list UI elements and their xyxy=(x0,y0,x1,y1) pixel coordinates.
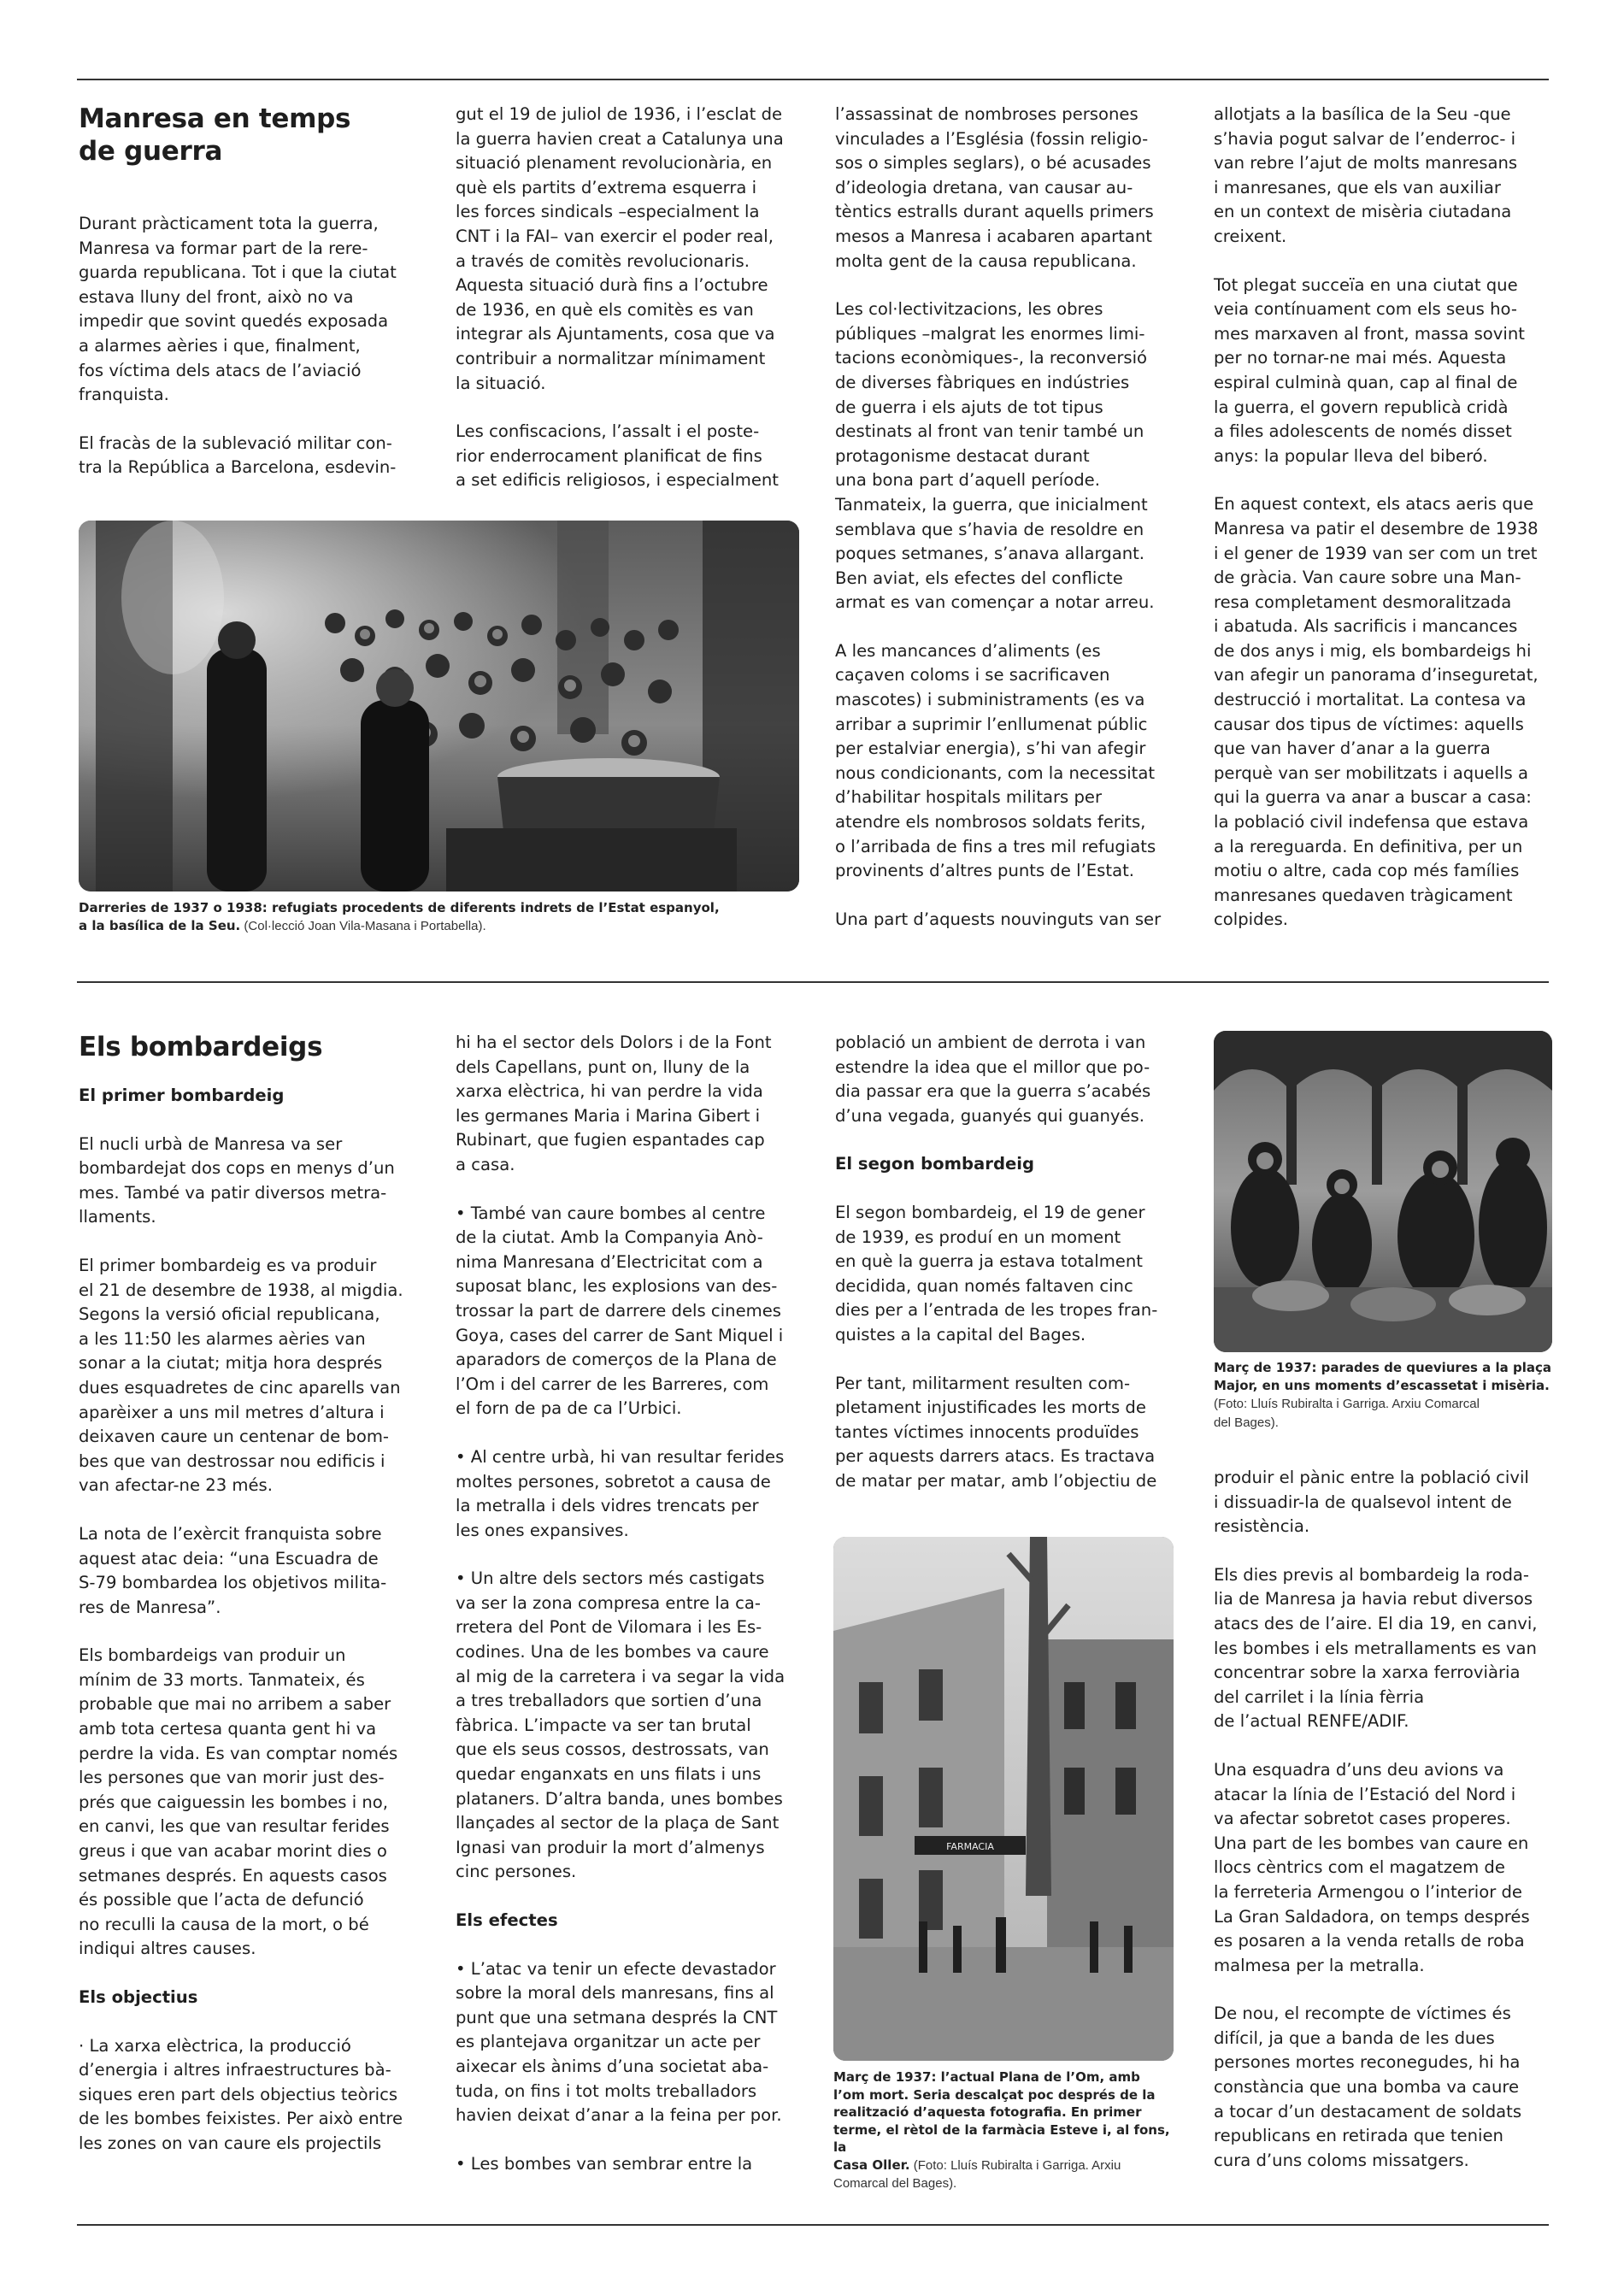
caption-credit: (Foto: Lluís Rubiralta i Garriga. Arxiu Comarcal del Bages). xyxy=(833,2157,1121,2191)
caption-bold: Darreries de 1937 o 1938: refugiats procedents de diferents indrets de l’Estat espanyol, a la basílica de la Seu. xyxy=(79,900,720,933)
section1-col1 xyxy=(79,103,421,480)
bottom-rule xyxy=(77,2224,1549,2226)
caption-bold: Març de 1937: l’actual Plana de l’Om, amb l’om mort. Seria descalçat poc després de la realització d’aquesta fotografia. En primer terme, el rètol de la farmàcia Esteve i, al fons, la Casa Oller. xyxy=(833,2069,1170,2173)
market-stalls-photo xyxy=(1214,1031,1552,1352)
paragraph: Les col·lectivitzacions, les obres públiques –malgrat les enormes limi- tacions econòmiques-, la reconversió de diverses fàbriques en indústries de guerra i els ajuts de tot tipus destinats al front van tenir també un protagonisme destacat durant una bona part d’aquell període. Tanmateix, la guerra, que inicialment semblava que s’havia de resoldre en poques setmanes, s’anava allargant. Ben aviat, els efectes del conflicte armat es van començar a notar arreu. xyxy=(835,299,1155,613)
subhead-first-bombing: El primer bombardeig xyxy=(79,1086,285,1105)
subhead-objectives: Els objectius xyxy=(79,1987,198,2007)
paragraph: hi ha el sector dels Dolors i de la Font dels Capellans, punt on, lluny de la xarxa elèctrica, hi van perdre la vida les germanes Maria i Marina Gibert i Rubinart, que fugien espantades cap a casa. xyxy=(456,1033,772,1174)
paragraph: Els bombardeigs van produir un mínim de 33 morts. Tanmateix, és probable que mai no arribem a saber amb tota certesa quanta gent hi va perdre la vida. Es van comptar només les persones que van morir just des- prés que caiguessin les bombes i no, en canvi, les que van resultar ferides greus i que van acabar morint dies o setmanes després. En aquests casos és possible que l’acta de defunció no reculli la causa de la mort, o bé indiqui altres causes. xyxy=(79,1645,398,1959)
paragraph: • Les bombes van sembrar entre la xyxy=(456,2153,753,2174)
caption-credit: (Col·lecció Joan Vila-Masana i Portabella). xyxy=(240,918,486,933)
caption-credit: (Foto: Lluís Rubiralta i Garriga. Arxiu Comarcal del Bages). xyxy=(1214,1397,1480,1430)
paragraph: Una part d’aquests nouvinguts van ser xyxy=(835,909,1162,929)
plana-de-lom-caption xyxy=(833,2068,1175,2193)
paragraph: • Al centre urbà, hi van resultar ferides moltes persones, sobretot a causa de la metralla i dels vidres trencats per les ones expansives. xyxy=(456,1446,785,1540)
paragraph: gut el 19 de juliol de 1936, i l’esclat de la guerra havien creat a Catalunya una situació plenament revolucionària, en què els partits d’extrema esquerra i les forces sindicals –especialment la CNT i la FAI– van exercir el poder real, a través de comitès revolucionaris. Aquesta situació durà fins a l’octubre de 1936, en què els comitès es van integrar als Ajuntaments, cosa que va contribuir a normalitzar mínimament la situació. xyxy=(456,104,784,393)
pharmacy-sign-text: FARMACIA xyxy=(946,1841,994,1852)
paragraph: La nota de l’exèrcit franquista sobre aquest atac deia: “una Escuadra de S-79 bombardea los objetivos milita- res de Manresa”. xyxy=(79,1523,387,1617)
section2-col3 xyxy=(835,1031,1186,1494)
market-stalls-caption xyxy=(1214,1359,1556,1432)
paragraph: El fracàs de la sublevació militar con- tra la República a Barcelona, esdevin- xyxy=(79,432,397,478)
section1-title: Manresa en temps de guerra xyxy=(79,103,351,167)
subhead-second-bombing: El segon bombardeig xyxy=(835,1154,1035,1174)
caption-bold: Març de 1937: parades de queviures a la plaça Major, en uns moments d’escassetat i misèria. xyxy=(1214,1360,1551,1393)
section2-col2 xyxy=(456,1031,806,2176)
paragraph: Els dies previs al bombardeig la roda- lia de Manresa ja havia rebut diversos atacs des de l’aire. El dia 19, en canvi, les bombes i els metrallaments es van concentrar sobre la xarxa ferroviària del carrilet i la línia fèrria de l’actual RENFE/ADIF. xyxy=(1214,1564,1538,1732)
paragraph: A les mancances d’aliments (es caçaven coloms i se sacrificaven mascotes) i subministraments (es va arribar a suprimir l’enllumenat públic per estalviar energia), s’hi van afegir nous condicionants, com la necessitat d’habilitar hospitals militars per atendre els nombrosos soldats ferits, o l’arribada de fins a tres mil refugiats provinents d’altres punts de l’Estat. xyxy=(835,640,1156,881)
paragraph: En aquest context, els atacs aeris que Manresa va patir el desembre de 1938 i el gener de 1939 van ser com un tret de gràcia. Van caure sobre una Man- resa completament desmoralitzada i abatuda. Als sacrificis i mancances de dos anys i mig, els bombardeigs hi van afegir un panorama d’inseguretat, destrucció i mortalitat. La contesa va causar dos tipus de víctimes: aquells que van haver d’anar a la guerra perquè van ser mobilitzats i aquells a qui la guerra va anar a buscar a casa: la població civil indefensa que estava a la rereguarda. En definitiva, per un motiu o altre, cada cop més famílies manresanes quedaven tràgicament colpides. xyxy=(1214,494,1539,930)
paragraph: El primer bombardeig es va produir el 21 de desembre de 1938, al migdia. Segons la versió oficial republicana, a les 11:50 les alarmes aèries van sonar a la ciutat; mitja hora després dues esquadretes de cinc aparells van aparèixer a uns mil metres d’altura i deixaven caure un centenar de bom- bes que van destrossar nou edificis i van afectar-ne 23 més. xyxy=(79,1255,403,1496)
paragraph: produir el pànic entre la població civil i dissuadir-la de qualsevol intent de resistència. xyxy=(1214,1468,1529,1537)
top-rule xyxy=(77,79,1549,80)
paragraph: Tot plegat succeïa en una ciutat que veia contínuament com els seus ho- mes marxaven al front, massa sovint per no tornar-ne mai més. Aquesta espiral culminà quan, cap al final de la guerra, el govern republicà cridà a files adolescents de només disset anys: la popular lleva del biberó. xyxy=(1214,274,1525,466)
paragraph: Una esquadra d’uns deu avions va atacar la línia de l’Estació del Nord i va afectar sobretot cases properes. Una part de les bombes van caure en llocs cèntrics com el magatzem de la ferreteria Armengou o l’interior de La Gran Saldadora, on temps després es posaren a la venda retalls de roba malmesa per la metralla. xyxy=(1214,1759,1530,1975)
section1-col4 xyxy=(1214,103,1556,933)
section2-title: Els bombardeigs xyxy=(79,1032,323,1062)
paragraph: De nou, el recompte de víctimes és difícil, ja que a banda de les dues persones mortes reconegudes, hi ha constància que una bomba va caure a tocar d’un destacament de soldats republicans en retirada que tenien cura d’uns coloms missatgers. xyxy=(1214,2004,1522,2170)
refugees-photo-caption xyxy=(79,899,799,935)
refugees-photo xyxy=(79,521,799,891)
paragraph: allotjats a la basílica de la Seu -que s’havia pogut salvar de l’enderroc- i van rebre l’ajut de molts manresans i manresanes, que els van auxiliar en un context de misèria ciutadana creixent. xyxy=(1214,104,1518,246)
paragraph: • L’atac va tenir un efecte devastador sobre la moral dels manresans, fins al punt que una setmana després la CNT es plantejava organitzar un acte per aixecar els ànims d’una societat aba- tuda, on fins i tot molts treballadors havien deixat d’anar a la feina per por. xyxy=(456,1958,782,2126)
paragraph: · La xarxa elèctrica, la producció d’energia i altres infraestructures bà- siques eren part dels objectius teòrics de les bombes feixistes. Per això entre les zones on van caure els projectils xyxy=(79,2035,403,2153)
paragraph: El nucli urbà de Manresa va ser bombardejat dos cops en menys d’un mes. També va patir diversos metra- llaments. xyxy=(79,1133,395,1227)
paragraph: Durant pràcticament tota la guerra, Manresa va formar part de la rere- guarda republicana. Tot i que la ciutat estava lluny del front, això no va impedir que sovint quedés exposada a alarmes aèries i que, finalment, fos víctima dels atacs de l’aviació franquista. xyxy=(79,214,397,405)
plana-de-lom-photo xyxy=(833,1537,1174,2061)
paragraph: • Un altre dels sectors més castigats va ser la zona compresa entre la ca- rretera del Pont de Vilomara i les Es- codines. Una de les bombes va caure al mig de la carretera i va segar la vida a tres treballadors que sortien d’una fàbrica. L’impacte va ser tan brutal que els seus cossos, destrossats, van quedar enganxats en uns filats i uns plataners. D’altra banda, unes bombes llançades al sector de la plaça de Sant Ignasi van produir la mort d’almenys cinc persones. xyxy=(456,1568,786,1882)
section2-col1 xyxy=(79,1031,421,2157)
paragraph: Les confiscacions, l’assalt i el poste- rior enderrocament planificat de fins a set edificis religiosos, i especialment xyxy=(456,421,779,491)
paragraph: • També van caure bombes al centre de la ciutat. Amb la Companyia Anò- nima Manresana d’Electricitat com a suposat blanc, les explosions van des- trossar la part de darrere dels cinemes Goya, cases del carrer de Sant Miquel i aparadors de comerços de la Plana de l’Om i del carrer de les Barreres, com el forn de pa de ca l’Urbici. xyxy=(456,1203,784,1419)
paragraph: població un ambient de derrota i van estendre la idea que el millor que po- dia passar era que la guerra s’acabés d’una vegada, guanyés qui guanyés. xyxy=(835,1033,1151,1126)
section2-col4 xyxy=(1214,1466,1556,2173)
paragraph: Per tant, militarment resulten com- pletament injustificades les morts de tantes víctimes innocents produïdes per aquests darrers atacs. Es tractava de matar per matar, amb l’objectiu de xyxy=(835,1373,1157,1491)
section-divider-rule xyxy=(77,981,1549,983)
subhead-effects: Els efectes xyxy=(456,1910,558,1930)
section1-col2 xyxy=(456,103,806,493)
paragraph: El segon bombardeig, el 19 de gener de 1939, es produí en un moment en què la guerra ja estava totalment decidida, quan només faltaven cinc dies per a l’entrada de les tropes fran- quistes a la capital del Bages. xyxy=(835,1202,1158,1345)
paragraph: l’assassinat de nombroses persones vinculades a l’Església (fossin religio- sos o simples seglars), o bé acusades d’ideologia dretana, van causar au- tèntics estralls durant aquells primers mesos a Manresa i acabaren apartant molta gent de la causa republicana. xyxy=(835,104,1154,271)
section1-col3 xyxy=(835,103,1186,932)
